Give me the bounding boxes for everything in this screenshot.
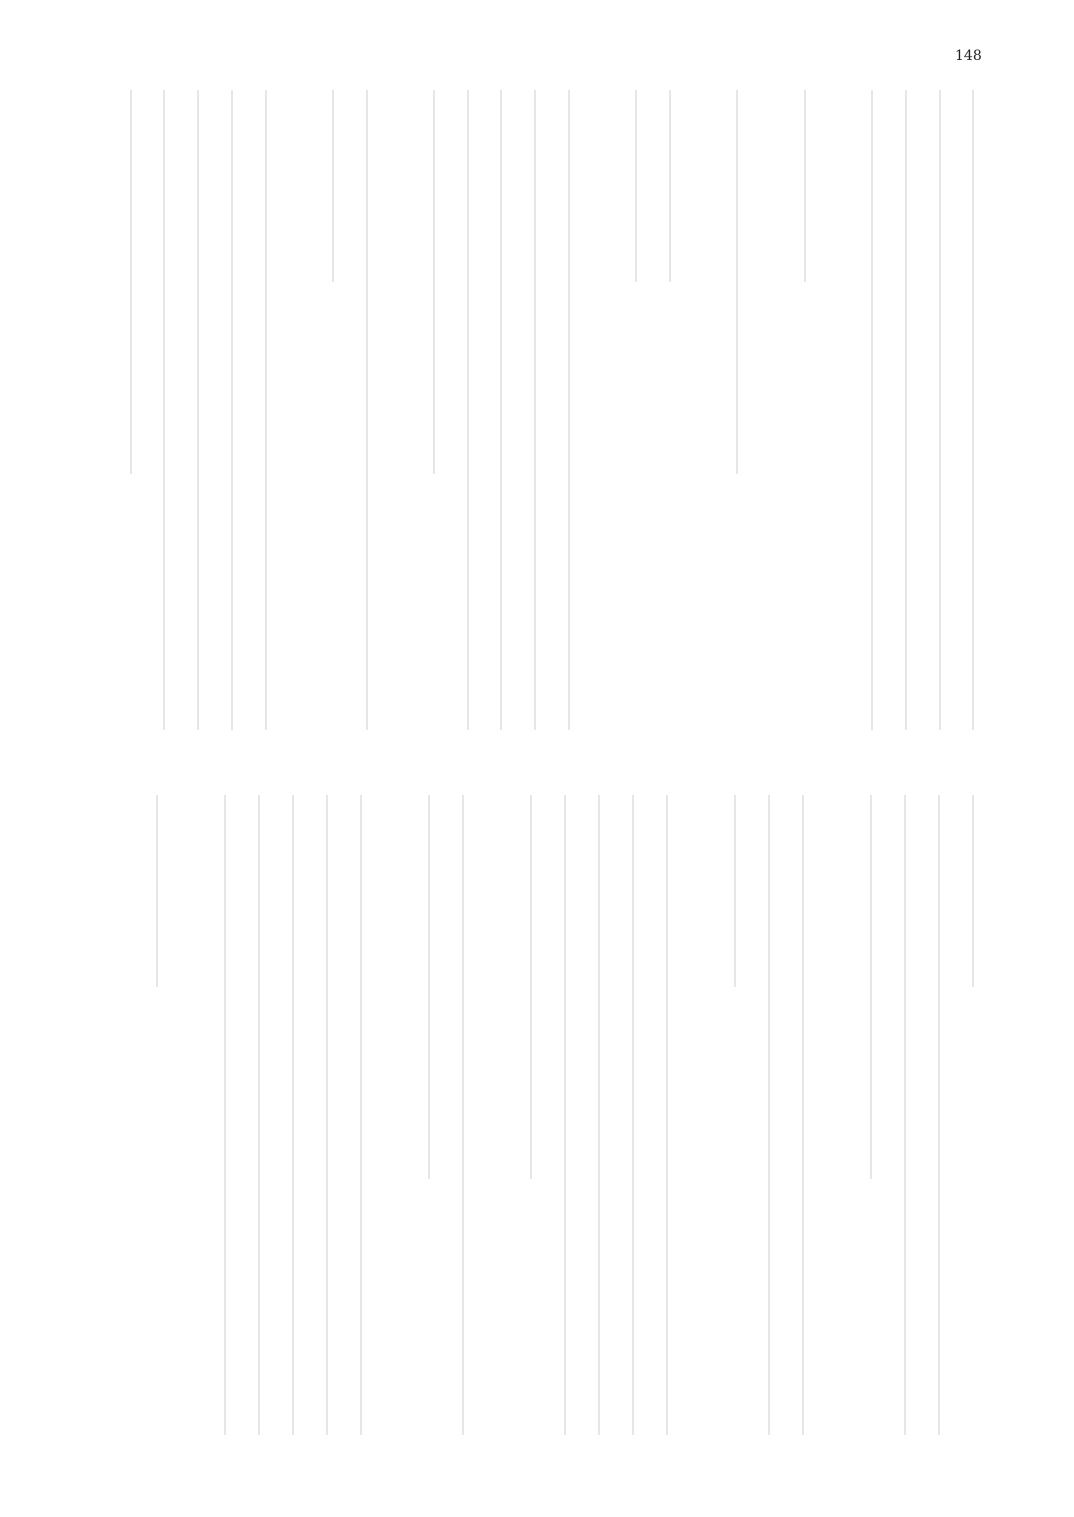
text-column — [514, 795, 548, 1435]
text-column — [956, 795, 990, 1435]
blank-column — [174, 795, 208, 1435]
text-column — [249, 90, 283, 730]
text-column — [147, 90, 181, 730]
text-column — [181, 90, 215, 730]
blank-column — [80, 90, 114, 730]
text-column — [956, 90, 990, 730]
text-column — [752, 795, 786, 1435]
text-block-lower — [80, 795, 990, 1435]
blank-column — [820, 795, 854, 1435]
blank-column — [586, 90, 620, 730]
blank-column — [821, 90, 855, 730]
text-column — [889, 90, 923, 730]
text-column — [242, 795, 276, 1435]
text-column — [552, 90, 586, 730]
blank-column — [480, 795, 514, 1435]
text-column — [114, 90, 148, 730]
blank-column — [754, 90, 788, 730]
blank-column — [383, 90, 417, 730]
text-column — [619, 90, 653, 730]
text-column — [720, 90, 754, 730]
text-column — [855, 90, 889, 730]
text-column — [484, 90, 518, 730]
blank-column — [684, 795, 718, 1435]
text-block-upper — [80, 90, 990, 730]
text-column — [788, 90, 822, 730]
text-column — [582, 795, 616, 1435]
text-column — [350, 90, 384, 730]
text-column — [208, 795, 242, 1435]
blank-column — [282, 90, 316, 730]
page-number: 148 — [955, 48, 982, 64]
text-column — [786, 795, 820, 1435]
text-column — [518, 90, 552, 730]
text-column — [344, 795, 378, 1435]
text-column — [316, 90, 350, 730]
text-column — [310, 795, 344, 1435]
text-column — [417, 90, 451, 730]
text-column — [922, 795, 956, 1435]
text-column — [923, 90, 957, 730]
text-column — [276, 795, 310, 1435]
text-column — [215, 90, 249, 730]
text-column — [446, 795, 480, 1435]
blank-column — [378, 795, 412, 1435]
blank-column — [687, 90, 721, 730]
text-column — [451, 90, 485, 730]
text-column — [650, 795, 684, 1435]
text-column — [616, 795, 650, 1435]
text-column — [140, 795, 174, 1435]
text-column — [412, 795, 446, 1435]
text-column — [718, 795, 752, 1435]
text-column — [854, 795, 888, 1435]
text-column — [653, 90, 687, 730]
text-column — [548, 795, 582, 1435]
text-column — [888, 795, 922, 1435]
